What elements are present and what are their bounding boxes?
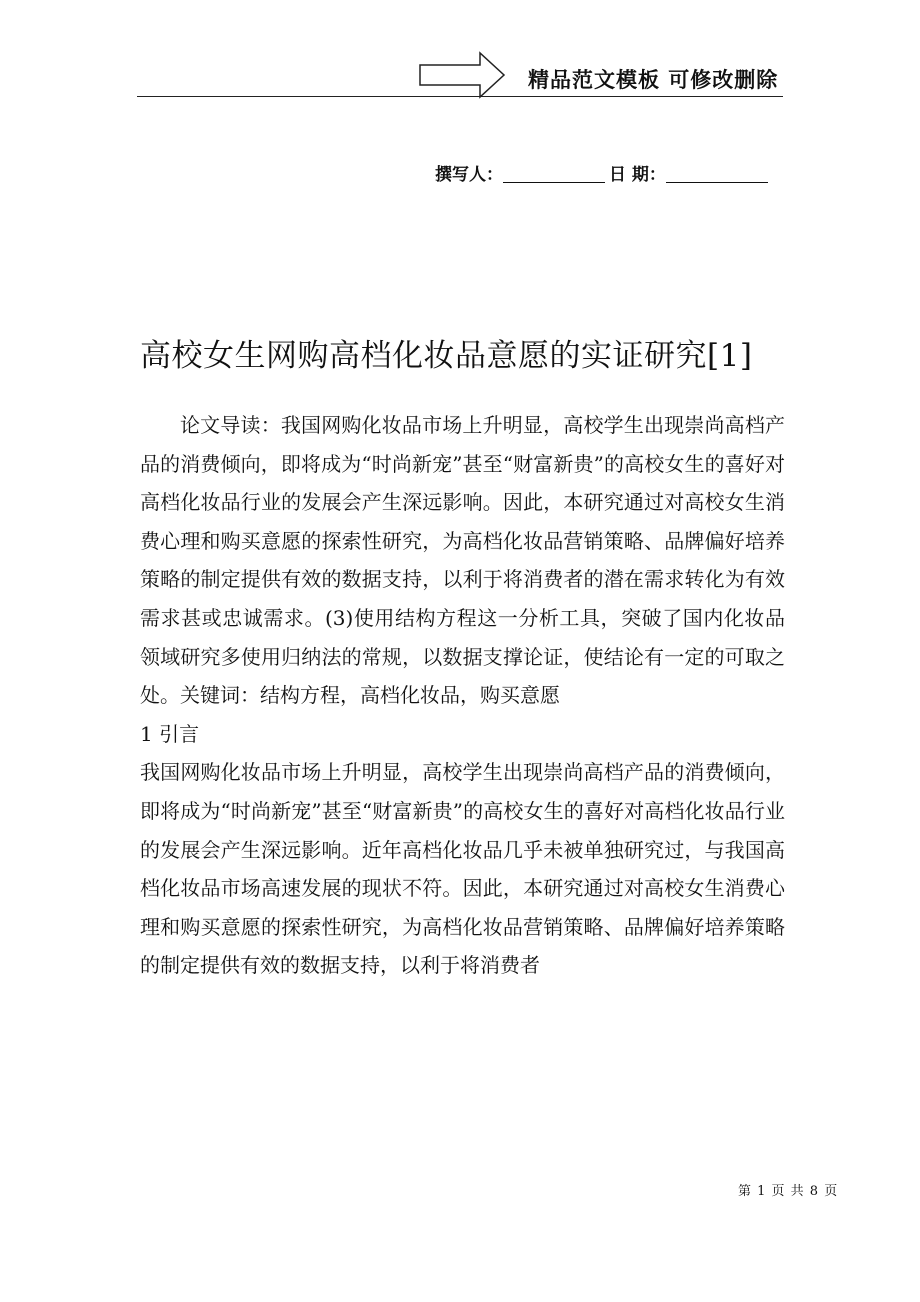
byline <box>435 160 768 185</box>
header-divider <box>137 96 783 97</box>
header-label: 精品范文模板 可修改删除 <box>528 68 779 92</box>
author-blank <box>503 164 605 183</box>
date-label: 日 期： <box>609 165 666 185</box>
page-number: 第 1 页 共 8 页 <box>738 1184 839 1199</box>
section-heading: 1 引言 <box>140 721 200 746</box>
right-arrow-icon <box>418 51 506 99</box>
intro-paragraph: 我国网购化妆品市场上升明显，高校学生出现崇尚高档产品的消费倾向，即将成为“时尚新宠”甚至“财富新贵”的高校女生的喜好对高档化妆品行业的发展会产生深远影响。近年高档化妆品几乎未被单独研究过，与我国高档化妆品市场高速发展的现状不符。因此，本研究通过对高校女生消费心理和购买意愿的探索性研究，为高档化妆品营销策略、品牌偏好培养策略的制定提供有效的数据支持，以利于将消费者 <box>140 760 785 978</box>
abstract-paragraph: 论文导读：我国网购化妆品市场上升明显，高校学生出现崇尚高档产品的消费倾向，即将成为“时尚新宠”甚至“财富新贵”的高校女生的喜好对高档化妆品行业的发展会产生深远影响。因此，本研究通过对高校女生消费心理和购买意愿的探索性研究，为高档化妆品营销策略、品牌偏好培养策略的制定提供有效的数据支持，以利于将消费者的潜在需求转化为有效需求甚或忠诚需求。(3)使用结构方程这一分析工具，突破了国内化妆品领域研究多使用归纳法的常规，以数据支撑论证，使结论有一定的可取之处。关键词：结构方程，高档化妆品，购买意愿 <box>140 413 785 708</box>
document-title: 高校女生网购高档化妆品意愿的实证研究[1] <box>140 338 753 374</box>
document-body <box>140 406 785 985</box>
date-blank <box>666 164 768 183</box>
author-label: 撰写人： <box>435 165 503 185</box>
